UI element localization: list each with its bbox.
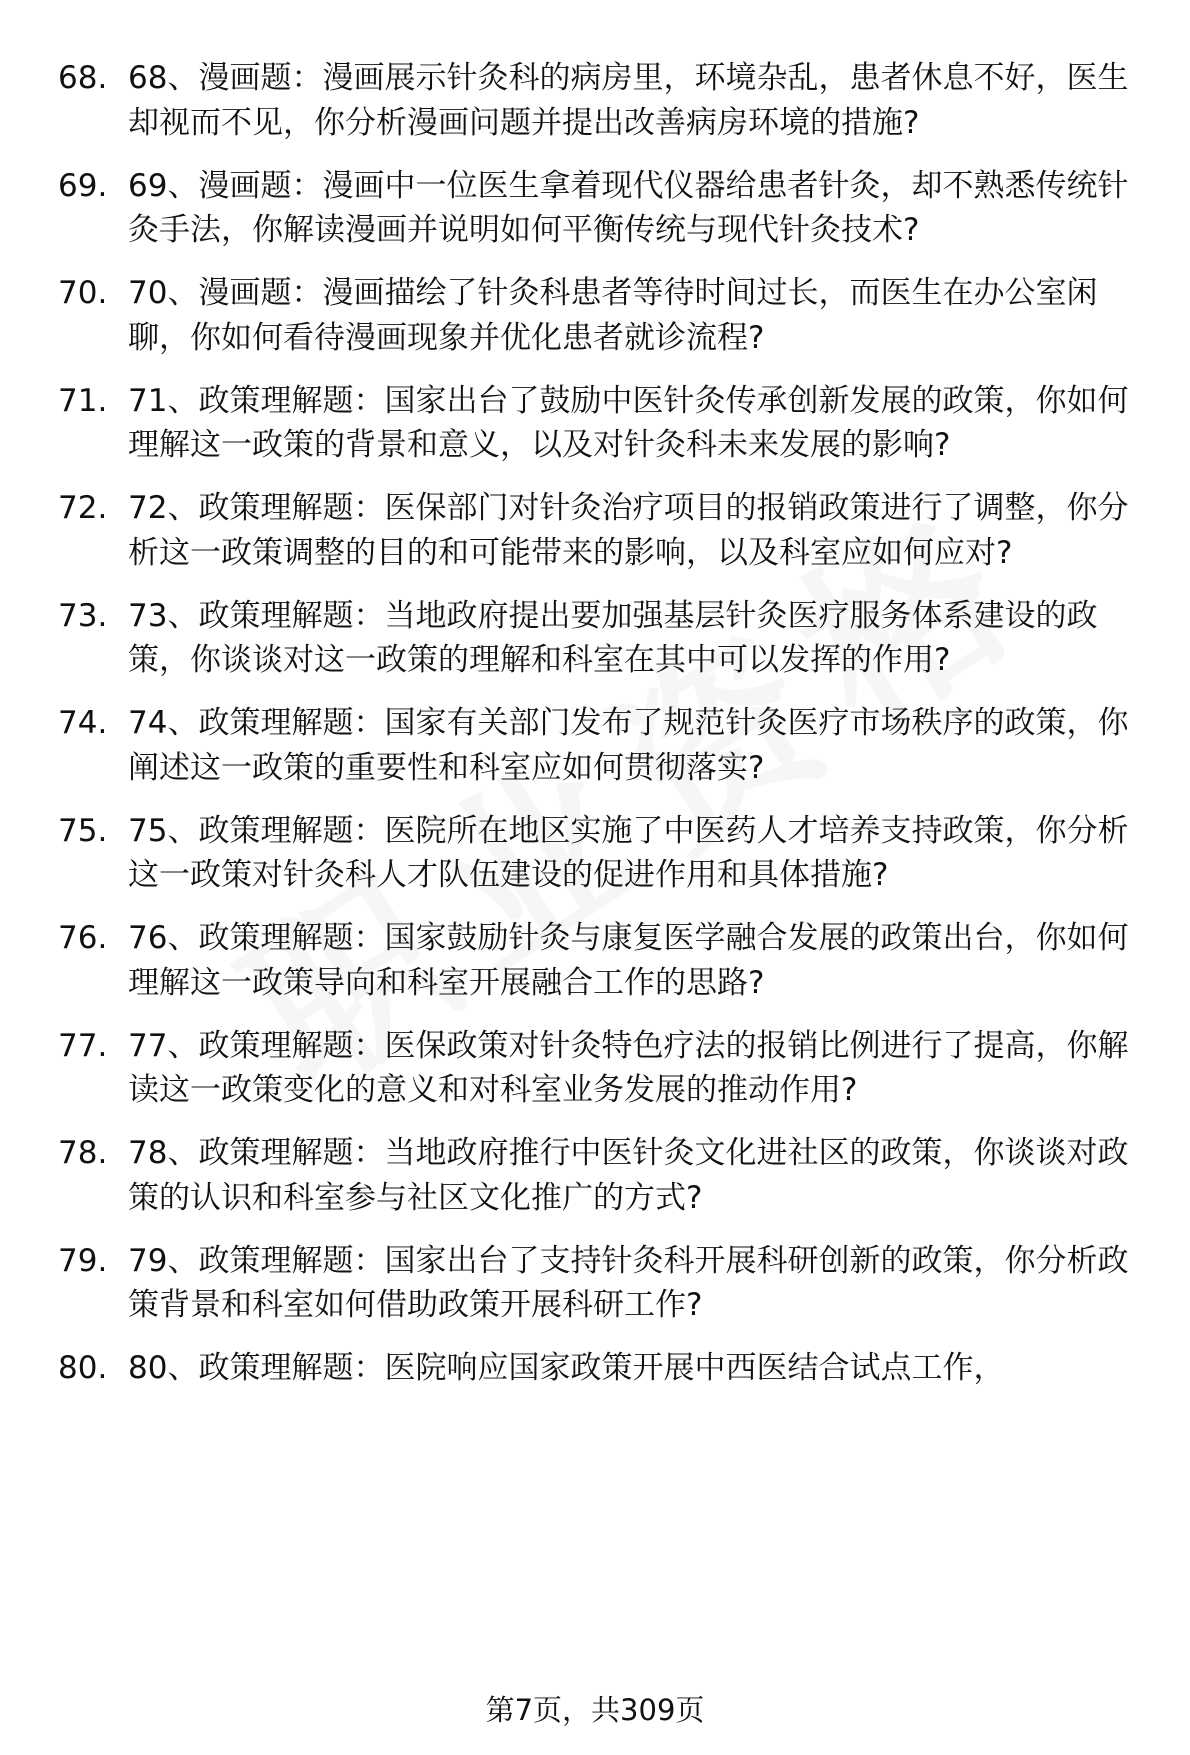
question-number: 70. bbox=[58, 275, 108, 311]
question-list bbox=[58, 56, 1158, 1409]
list-item bbox=[58, 916, 1158, 1005]
question-text: 71、政策理解题：国家出台了鼓励中医针灸传承创新发展的政策，你如何理解这一政策的背景和意义，以及对针灸科未来发展的影响? bbox=[128, 382, 1129, 463]
list-item bbox=[58, 379, 1158, 468]
question-number: 73. bbox=[58, 597, 108, 634]
list-item bbox=[58, 1024, 1158, 1113]
question-text: 75、政策理解题：医院所在地区实施了中医药人才培养支持政策，你分析这一政策对针灸科人才队伍建设的促进作用和具体措施? bbox=[128, 812, 1129, 893]
list-item bbox=[58, 701, 1158, 790]
question-text: 70、漫画题：漫画描绘了针灸科患者等待时间过长，而医生在办公室闲聊，你如何看待漫画现象并优化患者就诊流程? bbox=[128, 275, 1098, 356]
list-item bbox=[58, 486, 1158, 575]
question-text: 68、漫画题：漫画展示针灸科的病房里，环境杂乱，患者休息不好，医生却视而不见，你分析漫画问题并提出改善病房环境的措施? bbox=[128, 60, 1129, 141]
question-text: 74、政策理解题：国家有关部门发布了规范针灸医疗市场秩序的政策，你阐述这一政策的重要性和科室应如何贯彻落实? bbox=[128, 705, 1129, 786]
question-number: 80. bbox=[58, 1350, 108, 1386]
question-number: 68. bbox=[58, 60, 108, 96]
question-text: 77、政策理解题：医保政策对针灸特色疗法的报销比例进行了提高，你解读这一政策变化的意义和对科室业务发展的推动作用? bbox=[128, 1027, 1129, 1108]
question-number: 75. bbox=[58, 812, 108, 849]
list-item bbox=[58, 1346, 1158, 1391]
page-footer: 第7页，共309页 bbox=[485, 1693, 705, 1727]
question-text: 78、政策理解题：当地政府推行中医针灸文化进社区的政策，你谈谈对政策的认识和科室参与社区文化推广的方式? bbox=[128, 1135, 1129, 1216]
question-number: 69. bbox=[58, 167, 108, 204]
list-item bbox=[58, 56, 1158, 145]
question-number: 72. bbox=[58, 490, 108, 526]
question-number: 78. bbox=[58, 1135, 108, 1171]
list-item bbox=[58, 594, 1158, 683]
list-item bbox=[58, 271, 1158, 360]
question-number: 74. bbox=[58, 705, 108, 741]
question-number: 79. bbox=[58, 1242, 108, 1279]
question-text: 80、政策理解题：医院响应国家政策开展中西医结合试点工作， bbox=[128, 1350, 1005, 1386]
question-text: 73、政策理解题：当地政府提出要加强基层针灸医疗服务体系建设的政策，你谈谈对这一政策的理解和科室在其中可以发挥的作用? bbox=[128, 597, 1098, 678]
list-item bbox=[58, 809, 1158, 898]
list-item bbox=[58, 164, 1158, 253]
question-text: 76、政策理解题：国家鼓励针灸与康复医学融合发展的政策出台，你如何理解这一政策导向和科室开展融合工作的思路? bbox=[128, 920, 1129, 1001]
question-number: 77. bbox=[58, 1027, 108, 1064]
question-text: 72、政策理解题：医保部门对针灸治疗项目的报销政策进行了调整，你分析这一政策调整的目的和可能带来的影响，以及科室应如何应对? bbox=[128, 490, 1129, 571]
list-item bbox=[58, 1239, 1158, 1328]
question-number: 76. bbox=[58, 920, 108, 956]
question-number: 71. bbox=[58, 382, 108, 419]
question-text: 79、政策理解题：国家出台了支持针灸科开展科研创新的政策，你分析政策背景和科室如何借助政策开展科研工作? bbox=[128, 1242, 1129, 1323]
question-text: 69、漫画题：漫画中一位医生拿着现代仪器给患者针灸，却不熟悉传统针灸手法，你解读漫画并说明如何平衡传统与现代针灸技术? bbox=[128, 167, 1129, 248]
list-item bbox=[58, 1131, 1158, 1220]
